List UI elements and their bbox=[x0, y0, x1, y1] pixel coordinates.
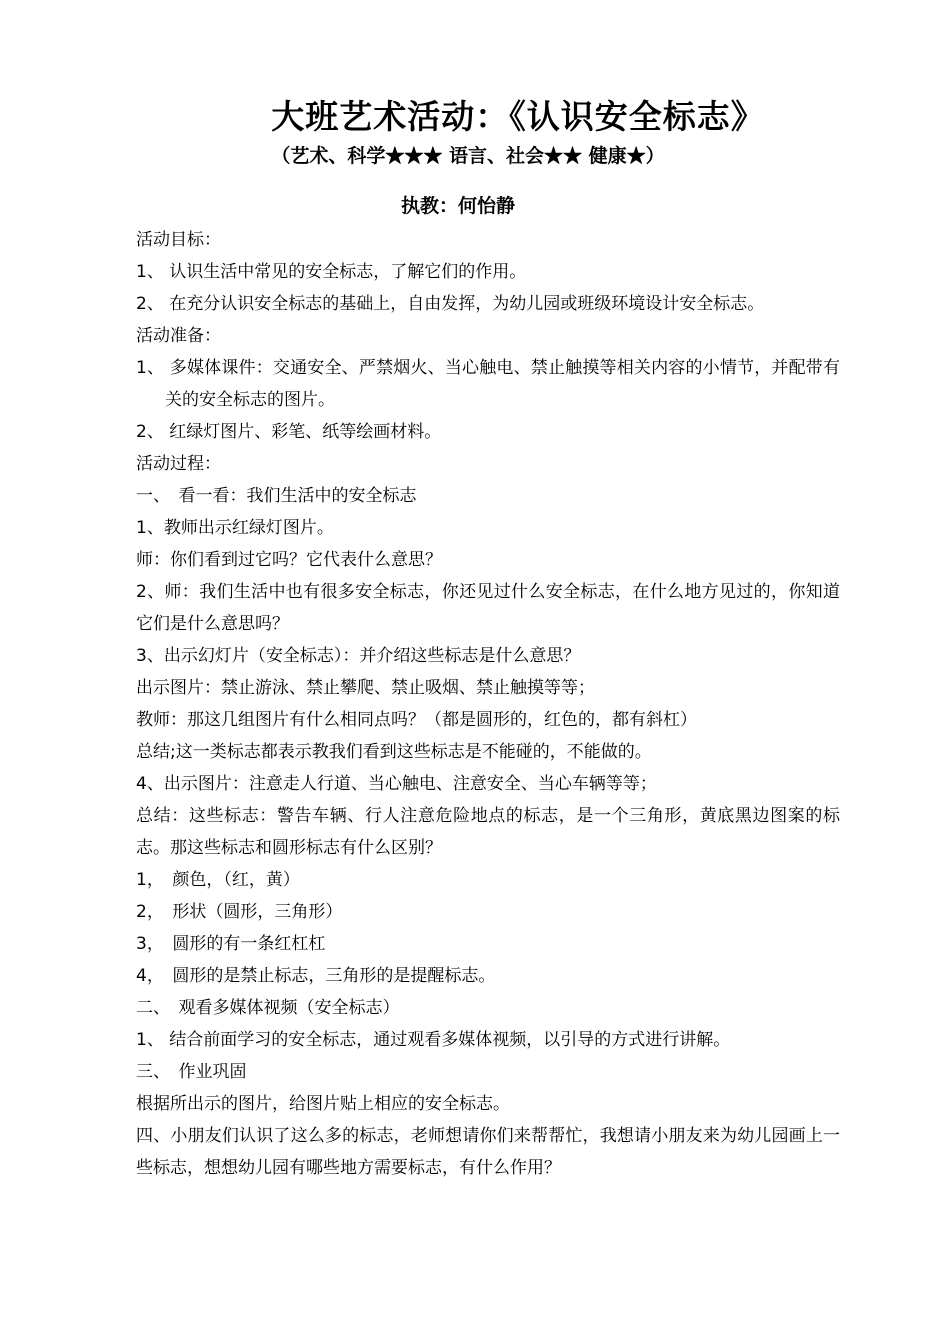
list-item: 2、 红绿灯图片、彩笔、纸等绘画材料。 bbox=[136, 422, 442, 442]
section-heading: 活动目标： bbox=[136, 230, 221, 250]
step-heading: 二、 观看多媒体视频（安全标志） bbox=[136, 998, 400, 1018]
paragraph: 总结;这一类标志都表示教我们看到这些标志是不能碰的，不能做的。 bbox=[136, 742, 652, 762]
list-item: 3， 圆形的有一条红杠杠 bbox=[136, 934, 326, 954]
document-subtitle: （艺术、科学★★★ 语言、社会★★ 健康★） bbox=[271, 145, 665, 167]
section-heading: 活动过程： bbox=[136, 454, 221, 474]
list-item: 1、 认识生活中常见的安全标志，了解它们的作用。 bbox=[136, 262, 527, 282]
paragraph: 出示图片：禁止游泳、禁止攀爬、禁止吸烟、禁止触摸等等； bbox=[136, 678, 595, 698]
paragraph: 4、出示图片：注意走人行道、当心触电、注意安全、当心车辆等等； bbox=[136, 774, 657, 794]
list-item: 2、 在充分认识安全标志的基础上，自由发挥，为幼儿园或班级环境设计安全标志。 bbox=[136, 294, 765, 314]
paragraph: 根据所出示的图片，给图片贴上相应的安全标志。 bbox=[136, 1094, 510, 1114]
list-item: 2， 形状（圆形，三角形） bbox=[136, 902, 343, 922]
section-heading: 活动准备： bbox=[136, 326, 221, 346]
teacher-line: 执教：何怡静 bbox=[400, 195, 515, 217]
list-item: 1、 多媒体课件：交通安全、严禁烟火、当心触电、禁止触摸等相关内容的小情节，并配带有关的安全标志的图片。 bbox=[136, 358, 840, 410]
paragraph: 2、师：我们生活中也有很多安全标志，你还见过什么安全标志，在什么地方见过的，你知道它们是什么意思吗？ bbox=[136, 582, 840, 634]
paragraph: 总结：这些标志：警告车辆、行人注意危险地点的标志，是一个三角形，黄底黑边图案的标志。那这些标志和圆形标志有什么区别？ bbox=[136, 806, 840, 858]
step-heading: 一、 看一看：我们生活中的安全标志 bbox=[136, 486, 417, 506]
paragraph: 3、出示幻灯片（安全标志）：并介绍这些标志是什么意思？ bbox=[136, 646, 581, 666]
paragraph: 1、教师出示红绿灯图片。 bbox=[136, 518, 334, 538]
paragraph: 四、小朋友们认识了这么多的标志，老师想请你们来帮帮忙，我想请小朋友来为幼儿园画上一些标志，想想幼儿园有哪些地方需要标志，有什么作用？ bbox=[136, 1126, 840, 1178]
step-heading: 三、 作业巩固 bbox=[136, 1062, 247, 1082]
list-item: 4， 圆形的是禁止标志，三角形的是提醒标志。 bbox=[136, 966, 496, 986]
list-item: 1， 颜色，（红，黄） bbox=[136, 870, 300, 890]
document-title: 大班艺术活动：《认识安全标志》 bbox=[271, 97, 765, 136]
document-body bbox=[136, 224, 840, 1184]
paragraph: 教师：那这几组图片有什么相同点吗？（都是圆形的，红色的，都有斜杠） bbox=[136, 710, 697, 730]
paragraph: 师：你们看到过它吗？它代表什么意思？ bbox=[136, 550, 442, 570]
list-item: 1、 结合前面学习的安全标志，通过观看多媒体视频，以引导的方式进行讲解。 bbox=[136, 1030, 731, 1050]
